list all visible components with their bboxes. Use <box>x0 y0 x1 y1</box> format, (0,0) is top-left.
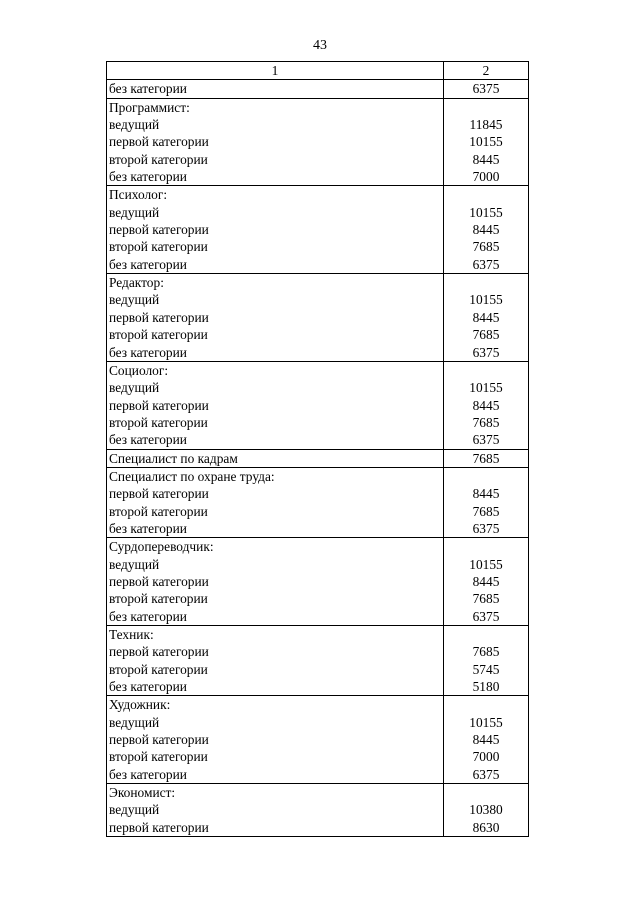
table-header-row <box>107 62 529 80</box>
category-label: первой категории <box>109 732 209 748</box>
salary-value: 6375 <box>472 766 500 782</box>
position-cell <box>107 626 444 696</box>
salary-value: 6375 <box>472 432 500 448</box>
position-title: Техник: <box>109 627 154 642</box>
category-label: без категории <box>109 169 187 185</box>
position-title: Специалист по охране труда: <box>109 468 275 484</box>
category-label: второй категории <box>109 749 208 765</box>
category-label: без категории <box>109 81 187 97</box>
table-row <box>107 80 529 98</box>
category-label: без категории <box>109 608 187 624</box>
position-cell <box>107 538 444 626</box>
salary-value: 5180 <box>472 679 500 695</box>
salary-value: 7685 <box>472 327 500 343</box>
salary-cell <box>444 696 529 784</box>
position-title: Психолог: <box>109 187 168 203</box>
salary-value: 7685 <box>472 450 500 466</box>
salary-value: 7685 <box>472 414 500 430</box>
salary-cell <box>444 784 529 837</box>
value-spacer <box>446 274 526 291</box>
salary-table <box>106 61 529 837</box>
salary-value: 6375 <box>472 81 500 97</box>
category-label: первой категории <box>109 309 209 325</box>
salary-value: 8445 <box>472 397 500 413</box>
salary-value: 10155 <box>469 292 503 308</box>
salary-cell <box>444 80 529 98</box>
category-label: ведущий <box>109 117 160 133</box>
position-title: Сурдопереводчик: <box>109 539 214 555</box>
category-label: первой категории <box>109 134 209 150</box>
salary-value: 10155 <box>469 134 503 150</box>
salary-value: 6375 <box>472 256 500 272</box>
salary-value: 7685 <box>472 591 500 607</box>
category-label: второй категории <box>109 591 208 607</box>
category-label: второй категории <box>109 661 208 677</box>
value-spacer <box>446 186 526 203</box>
salary-value: 8445 <box>472 732 500 748</box>
category-label: ведущий <box>109 380 160 396</box>
category-label: без категории <box>109 520 187 536</box>
column-header-2: 2 <box>444 62 529 80</box>
position-cell <box>107 467 444 537</box>
position-cell <box>107 274 444 362</box>
salary-value: 10380 <box>469 802 503 818</box>
value-spacer <box>446 626 526 643</box>
salary-value: 8630 <box>472 819 500 835</box>
table-body <box>107 80 529 837</box>
category-label: второй категории <box>109 151 208 167</box>
position-cell <box>107 696 444 784</box>
salary-cell <box>444 98 529 186</box>
table-row <box>107 626 529 696</box>
table-row <box>107 467 529 537</box>
salary-cell <box>444 538 529 626</box>
salary-value: 8445 <box>472 309 500 325</box>
category-label: первой категории <box>109 486 209 502</box>
table-row <box>107 361 529 449</box>
table-row <box>107 449 529 467</box>
salary-value: 8445 <box>472 222 500 238</box>
salary-value: 6375 <box>472 608 500 624</box>
salary-value: 8445 <box>472 151 500 167</box>
salary-value: 6375 <box>472 344 500 360</box>
table-row <box>107 784 529 837</box>
salary-cell <box>444 274 529 362</box>
value-spacer <box>446 696 526 713</box>
category-label: ведущий <box>109 292 160 308</box>
position-cell <box>107 449 444 467</box>
position-cell <box>107 186 444 274</box>
table-row <box>107 186 529 274</box>
category-label: второй категории <box>109 327 208 343</box>
position-cell <box>107 361 444 449</box>
salary-value: 7685 <box>472 239 500 255</box>
salary-value: 10155 <box>469 556 503 572</box>
salary-value: 8445 <box>472 486 500 502</box>
position-cell <box>107 98 444 186</box>
position-cell <box>107 80 444 98</box>
value-spacer <box>446 99 526 116</box>
category-label: первой категории <box>109 644 209 660</box>
category-label: ведущий <box>109 714 160 730</box>
table-row <box>107 98 529 186</box>
category-label: без категории <box>109 256 187 272</box>
salary-value: 5745 <box>472 661 500 677</box>
salary-cell <box>444 467 529 537</box>
category-label: второй категории <box>109 239 208 255</box>
category-label: первой категории <box>109 222 209 238</box>
salary-value: 10155 <box>469 380 503 396</box>
category-label: первой категории <box>109 397 209 413</box>
salary-value: 7685 <box>472 644 500 660</box>
value-spacer <box>446 538 526 555</box>
category-label: ведущий <box>109 556 160 572</box>
page-number: 43 <box>313 38 327 53</box>
category-label: без категории <box>109 432 187 448</box>
category-label: второй категории <box>109 503 208 519</box>
salary-value: 7000 <box>472 169 500 185</box>
salary-cell <box>444 449 529 467</box>
category-label: ведущий <box>109 802 160 818</box>
salary-value: 11845 <box>469 117 503 133</box>
salary-cell <box>444 626 529 696</box>
salary-value: 10155 <box>469 204 503 220</box>
column-header-1: 1 <box>107 62 444 80</box>
value-spacer <box>446 784 526 801</box>
salary-value: 6375 <box>472 520 500 536</box>
table-row <box>107 538 529 626</box>
salary-cell <box>444 361 529 449</box>
value-spacer <box>446 468 526 485</box>
category-label: без категории <box>109 344 187 360</box>
salary-value: 10155 <box>469 714 503 730</box>
salary-value: 8445 <box>472 573 500 589</box>
salary-cell <box>444 186 529 274</box>
salary-value: 7685 <box>472 503 500 519</box>
table-row <box>107 696 529 784</box>
category-label: первой категории <box>109 819 209 835</box>
position-title: Художник: <box>109 697 171 713</box>
table-row <box>107 274 529 362</box>
position-cell <box>107 784 444 837</box>
category-label: второй категории <box>109 414 208 430</box>
category-label: первой категории <box>109 573 209 589</box>
category-label: без категории <box>109 766 187 782</box>
position-title: Редактор: <box>109 275 164 291</box>
value-spacer <box>446 362 526 379</box>
position-title: Экономист: <box>109 785 176 801</box>
position-title: Программист: <box>109 99 190 115</box>
category-label: ведущий <box>109 204 160 220</box>
salary-value: 7000 <box>472 749 500 765</box>
position-title: Социолог: <box>109 362 169 378</box>
category-label: без категории <box>109 679 187 695</box>
category-label: Специалист по кадрам <box>109 450 238 466</box>
